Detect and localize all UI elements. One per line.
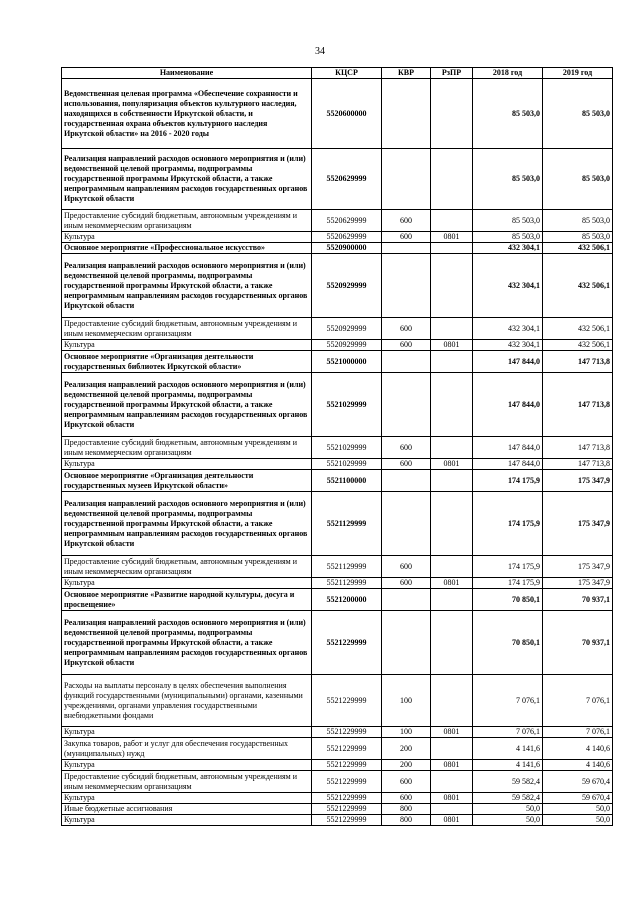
table-cell-name: Основное мероприятие «Организация деятельности государственных библиотек Иркутской области» — [62, 351, 312, 373]
table-cell-kcsr: 5520900000 — [312, 243, 382, 254]
table-cell-2019: 147 713,8 — [543, 459, 613, 470]
table-row — [62, 340, 613, 351]
table-cell-kvr: 200 — [382, 738, 431, 760]
budget-table — [61, 67, 613, 826]
header-2018: 2018 год — [473, 68, 543, 79]
table-cell-rzpr: 0801 — [431, 793, 473, 804]
table-cell-kcsr: 5521129999 — [312, 556, 382, 578]
table-cell-kvr: 600 — [382, 437, 431, 459]
table-cell-kcsr: 5521229999 — [312, 675, 382, 727]
table-cell-kcsr: 5520929999 — [312, 340, 382, 351]
table-cell-kcsr: 5521029999 — [312, 437, 382, 459]
table-cell-2018: 174 175,9 — [473, 556, 543, 578]
table-row — [62, 459, 613, 470]
table-cell-2018: 432 304,1 — [473, 243, 543, 254]
table-row — [62, 589, 613, 611]
table-cell-kvr: 600 — [382, 578, 431, 589]
table-cell-2019: 175 347,9 — [543, 492, 613, 556]
table-header-row — [62, 68, 613, 79]
table-row — [62, 437, 613, 459]
table-cell-rzpr: 0801 — [431, 578, 473, 589]
table-row — [62, 254, 613, 318]
table-cell-name: Предоставление субсидий бюджетным, автономным учреждениям и иным некоммерческим организациям — [62, 210, 312, 232]
page-number: 34 — [315, 46, 325, 57]
table-cell-2018: 85 503,0 — [473, 210, 543, 232]
table-cell-kvr — [382, 254, 431, 318]
table-cell-2018: 432 304,1 — [473, 340, 543, 351]
table-cell-2018: 174 175,9 — [473, 492, 543, 556]
table-cell-kvr — [382, 611, 431, 675]
table-cell-kvr — [382, 373, 431, 437]
table-cell-rzpr: 0801 — [431, 727, 473, 738]
table-cell-2018: 7 076,1 — [473, 675, 543, 727]
table-row — [62, 611, 613, 675]
table-cell-kvr: 600 — [382, 556, 431, 578]
table-cell-kcsr: 5521129999 — [312, 492, 382, 556]
table-row — [62, 243, 613, 254]
table-cell-2019: 147 713,8 — [543, 351, 613, 373]
table-cell-2018: 70 850,1 — [473, 589, 543, 611]
table-row — [62, 149, 613, 210]
table-cell-name: Основное мероприятие «Организация деятельности государственных музеев Иркутской области» — [62, 470, 312, 492]
header-rzpr: РзПР — [431, 68, 473, 79]
table-cell-kcsr: 5520629999 — [312, 149, 382, 210]
table-cell-kcsr: 5521100000 — [312, 470, 382, 492]
table-cell-kvr — [382, 351, 431, 373]
table-cell-kcsr: 5521229999 — [312, 611, 382, 675]
table-cell-kcsr: 5521229999 — [312, 760, 382, 771]
table-cell-2019: 432 506,1 — [543, 340, 613, 351]
table-cell-2019: 50,0 — [543, 804, 613, 815]
table-cell-kcsr: 5521229999 — [312, 793, 382, 804]
table-cell-rzpr — [431, 373, 473, 437]
table-cell-2018: 174 175,9 — [473, 578, 543, 589]
table-cell-2019: 59 670,4 — [543, 793, 613, 804]
table-cell-2019: 432 506,1 — [543, 243, 613, 254]
table-cell-2019: 7 076,1 — [543, 727, 613, 738]
table-cell-kcsr: 5520629999 — [312, 210, 382, 232]
table-row — [62, 351, 613, 373]
table-cell-rzpr — [431, 556, 473, 578]
table-cell-kvr: 600 — [382, 771, 431, 793]
table-cell-2018: 4 141,6 — [473, 760, 543, 771]
table-cell-rzpr — [431, 738, 473, 760]
table-cell-kcsr: 5520629999 — [312, 232, 382, 243]
table-row — [62, 492, 613, 556]
table-cell-rzpr: 0801 — [431, 459, 473, 470]
table-cell-rzpr — [431, 318, 473, 340]
table-cell-name: Культура — [62, 760, 312, 771]
table-cell-rzpr — [431, 771, 473, 793]
table-cell-kcsr: 5520929999 — [312, 318, 382, 340]
table-cell-2018: 85 503,0 — [473, 149, 543, 210]
table-cell-kvr: 600 — [382, 232, 431, 243]
table-cell-2018: 147 844,0 — [473, 351, 543, 373]
table-cell-2019: 147 713,8 — [543, 373, 613, 437]
table-cell-2019: 7 076,1 — [543, 675, 613, 727]
table-cell-2018: 50,0 — [473, 804, 543, 815]
table-cell-2018: 70 850,1 — [473, 611, 543, 675]
table-cell-rzpr — [431, 243, 473, 254]
table-cell-2019: 70 937,1 — [543, 611, 613, 675]
table-cell-2019: 4 140,6 — [543, 760, 613, 771]
table-cell-kcsr: 5521229999 — [312, 771, 382, 793]
table-cell-kcsr: 5521229999 — [312, 804, 382, 815]
table-row — [62, 232, 613, 243]
table-cell-name: Иные бюджетные ассигнования — [62, 804, 312, 815]
table-row — [62, 373, 613, 437]
table-cell-kcsr: 5521029999 — [312, 373, 382, 437]
table-cell-2019: 175 347,9 — [543, 578, 613, 589]
table-cell-kcsr: 5521229999 — [312, 727, 382, 738]
table-cell-name: Закупка товаров, работ и услуг для обеспечения государственных (муниципальных) нужд — [62, 738, 312, 760]
table-cell-2018: 7 076,1 — [473, 727, 543, 738]
table-cell-name: Культура — [62, 815, 312, 826]
table-cell-rzpr — [431, 351, 473, 373]
table-cell-2019: 70 937,1 — [543, 589, 613, 611]
table-cell-2018: 4 141,6 — [473, 738, 543, 760]
table-cell-rzpr — [431, 79, 473, 149]
table-cell-kvr: 100 — [382, 675, 431, 727]
header-name: Наименование — [62, 68, 312, 79]
table-cell-2018: 59 582,4 — [473, 771, 543, 793]
table-cell-kvr — [382, 243, 431, 254]
table-row — [62, 556, 613, 578]
table-cell-rzpr — [431, 210, 473, 232]
table-cell-name: Культура — [62, 727, 312, 738]
table-cell-kvr — [382, 79, 431, 149]
table-cell-name: Культура — [62, 232, 312, 243]
table-cell-name: Ведомственная целевая программа «Обеспечение сохранности и использования, популяризация объектов культурного наследия, находящихся в собственности Иркутской области, и государственная охрана объектов культурного наследия Иркутской области» на 2016 - 2020 годы — [62, 79, 312, 149]
table-row — [62, 771, 613, 793]
table-cell-2018: 147 844,0 — [473, 373, 543, 437]
table-cell-2018: 147 844,0 — [473, 459, 543, 470]
table-cell-kcsr: 5520600000 — [312, 79, 382, 149]
table-cell-kcsr: 5521129999 — [312, 578, 382, 589]
table-row — [62, 79, 613, 149]
table-cell-rzpr — [431, 611, 473, 675]
table-cell-kvr: 600 — [382, 210, 431, 232]
table-row — [62, 793, 613, 804]
table-cell-kvr — [382, 589, 431, 611]
table-row — [62, 738, 613, 760]
table-row — [62, 318, 613, 340]
header-kvr: КВР — [382, 68, 431, 79]
table-cell-kvr: 600 — [382, 459, 431, 470]
table-cell-2019: 432 506,1 — [543, 318, 613, 340]
table-cell-2018: 50,0 — [473, 815, 543, 826]
table-cell-2018: 432 304,1 — [473, 318, 543, 340]
table-cell-name: Культура — [62, 793, 312, 804]
table-cell-rzpr — [431, 470, 473, 492]
table-cell-name: Предоставление субсидий бюджетным, автономным учреждениям и иным некоммерческим организациям — [62, 556, 312, 578]
table-row — [62, 815, 613, 826]
table-cell-rzpr — [431, 149, 473, 210]
table-cell-name: Культура — [62, 340, 312, 351]
table-row — [62, 470, 613, 492]
table-cell-name: Предоставление субсидий бюджетным, автономным учреждениям и иным некоммерческим организациям — [62, 771, 312, 793]
table-cell-rzpr — [431, 254, 473, 318]
table-cell-kvr — [382, 149, 431, 210]
table-cell-kvr: 800 — [382, 804, 431, 815]
header-kcsr: КЦСР — [312, 68, 382, 79]
table-cell-name: Реализация направлений расходов основного мероприятия и (или) ведомственной целевой программы, подпрограммы государственной программы Иркутской области, а также непрограммным направлениям расходов государственных органов Иркутской области — [62, 611, 312, 675]
table-cell-2019: 85 503,0 — [543, 232, 613, 243]
table-cell-kcsr: 5521200000 — [312, 589, 382, 611]
table-cell-name: Реализация направлений расходов основного мероприятия и (или) ведомственной целевой программы, подпрограммы государственной программы Иркутской области, а также непрограммным направлениям расходов государственных органов Иркутской области — [62, 254, 312, 318]
table-row — [62, 804, 613, 815]
table-cell-kvr: 600 — [382, 318, 431, 340]
table-cell-rzpr: 0801 — [431, 340, 473, 351]
table-cell-kcsr: 5521229999 — [312, 738, 382, 760]
table-cell-name: Предоставление субсидий бюджетным, автономным учреждениям и иным некоммерческим организациям — [62, 437, 312, 459]
table-cell-rzpr — [431, 589, 473, 611]
table-cell-2019: 85 503,0 — [543, 79, 613, 149]
table-cell-name: Основное мероприятие «Развитие народной культуры, досуга и просвещение» — [62, 589, 312, 611]
table-cell-2019: 85 503,0 — [543, 210, 613, 232]
table-cell-kvr: 100 — [382, 727, 431, 738]
table-cell-2019: 175 347,9 — [543, 556, 613, 578]
table-cell-name: Культура — [62, 459, 312, 470]
table-cell-rzpr: 0801 — [431, 815, 473, 826]
table-cell-rzpr: 0801 — [431, 760, 473, 771]
table-cell-kvr: 200 — [382, 760, 431, 771]
table-cell-2019: 85 503,0 — [543, 149, 613, 210]
table-cell-2019: 432 506,1 — [543, 254, 613, 318]
table-row — [62, 210, 613, 232]
table-cell-rzpr — [431, 675, 473, 727]
header-2019: 2019 год — [543, 68, 613, 79]
table-cell-name: Реализация направлений расходов основного мероприятия и (или) ведомственной целевой программы, подпрограммы государственной программы Иркутской области, а также непрограммным направлениям расходов государственных органов Иркутской области — [62, 149, 312, 210]
table-cell-name: Основное мероприятие «Профессиональное искусство» — [62, 243, 312, 254]
table-cell-2018: 59 582,4 — [473, 793, 543, 804]
table-cell-2018: 147 844,0 — [473, 437, 543, 459]
table-cell-2018: 85 503,0 — [473, 79, 543, 149]
table-cell-name: Реализация направлений расходов основного мероприятия и (или) ведомственной целевой программы, подпрограммы государственной программы Иркутской области, а также непрограммным направлениям расходов государственных органов Иркутской области — [62, 373, 312, 437]
table-cell-kcsr: 5521000000 — [312, 351, 382, 373]
table-cell-kvr: 800 — [382, 815, 431, 826]
table-cell-2018: 85 503,0 — [473, 232, 543, 243]
table-cell-2019: 50,0 — [543, 815, 613, 826]
table-row — [62, 727, 613, 738]
table-row — [62, 760, 613, 771]
table-cell-name: Культура — [62, 578, 312, 589]
table-cell-kvr: 600 — [382, 340, 431, 351]
table-cell-name: Предоставление субсидий бюджетным, автономным учреждениям и иным некоммерческим организациям — [62, 318, 312, 340]
table-cell-rzpr: 0801 — [431, 232, 473, 243]
table-cell-2019: 59 670,4 — [543, 771, 613, 793]
table-cell-2019: 175 347,9 — [543, 470, 613, 492]
table-cell-2018: 432 304,1 — [473, 254, 543, 318]
table-cell-kcsr: 5521229999 — [312, 815, 382, 826]
table-row — [62, 675, 613, 727]
table-row — [62, 578, 613, 589]
table-cell-rzpr — [431, 437, 473, 459]
table-cell-name: Расходы на выплаты персоналу в целях обеспечения выполнения функций государственными (муниципальными) органами, казенными учреждениями, органами управления государственными внебюджетными фондами — [62, 675, 312, 727]
table-cell-kvr — [382, 470, 431, 492]
table-cell-rzpr — [431, 804, 473, 815]
table-cell-2018: 174 175,9 — [473, 470, 543, 492]
table-cell-kvr: 600 — [382, 793, 431, 804]
table-cell-kcsr: 5520929999 — [312, 254, 382, 318]
table-cell-kcsr: 5521029999 — [312, 459, 382, 470]
table-cell-2019: 147 713,8 — [543, 437, 613, 459]
table-cell-kvr — [382, 492, 431, 556]
table-cell-name: Реализация направлений расходов основного мероприятия и (или) ведомственной целевой программы, подпрограммы государственной программы Иркутской области, а также непрограммным направлениям расходов государственных органов Иркутской области — [62, 492, 312, 556]
table-cell-2019: 4 140,6 — [543, 738, 613, 760]
table-cell-rzpr — [431, 492, 473, 556]
